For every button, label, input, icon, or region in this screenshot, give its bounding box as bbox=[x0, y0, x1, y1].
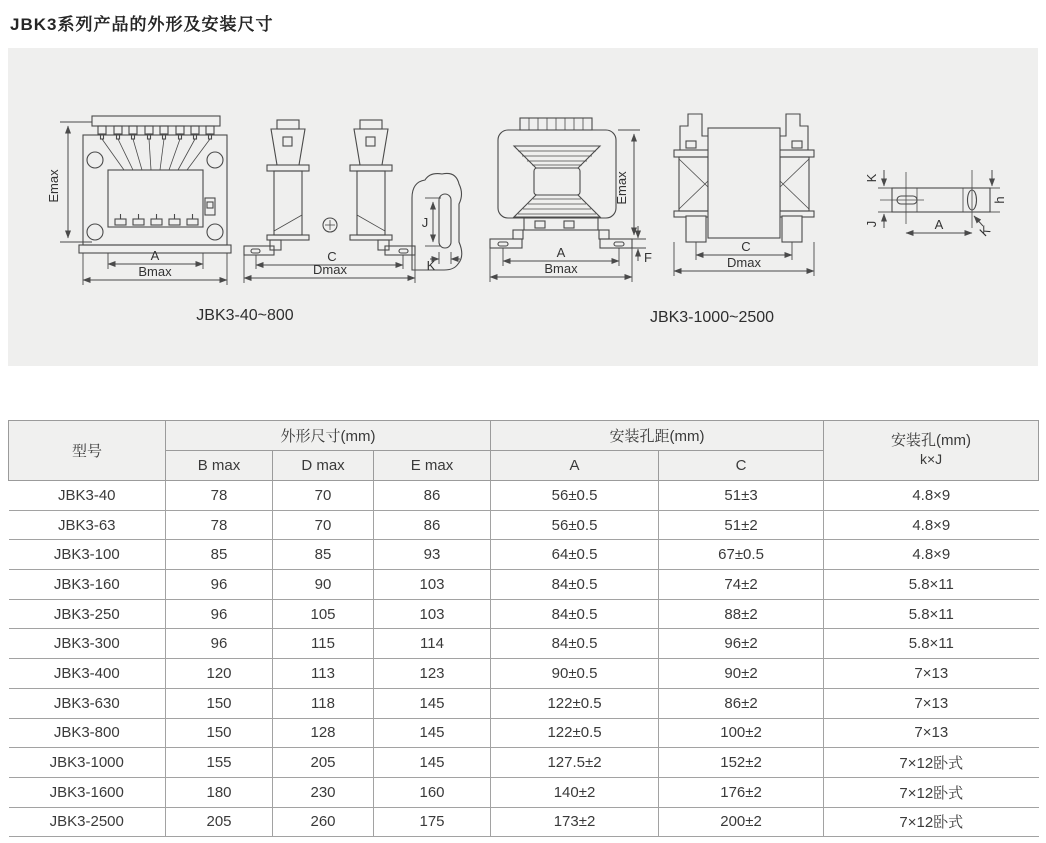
cell-c: 152±2 bbox=[659, 748, 824, 778]
cell-model: JBK3-40 bbox=[9, 481, 166, 511]
header-dmax: D max bbox=[273, 451, 374, 481]
cell-a: 127.5±2 bbox=[491, 748, 659, 778]
cell-bmax: 150 bbox=[166, 688, 273, 718]
cell-a: 90±0.5 bbox=[491, 659, 659, 689]
cell-model: JBK3-1000 bbox=[9, 748, 166, 778]
cell-c: 74±2 bbox=[659, 570, 824, 600]
cell-bmax: 120 bbox=[166, 659, 273, 689]
cell-emax: 103 bbox=[374, 570, 491, 600]
table-row bbox=[9, 570, 1039, 600]
table-row bbox=[9, 481, 1039, 511]
svg-text:C: C bbox=[327, 249, 337, 264]
transformer-dimension-drawings bbox=[8, 48, 1038, 366]
cell-a: 84±0.5 bbox=[491, 629, 659, 659]
cell-dmax: 260 bbox=[273, 807, 374, 837]
cell-hole: 5.8×11 bbox=[824, 629, 1039, 659]
table-row bbox=[9, 540, 1039, 570]
cell-a: 84±0.5 bbox=[491, 570, 659, 600]
cell-hole: 5.8×11 bbox=[824, 570, 1039, 600]
cell-a: 122±0.5 bbox=[491, 718, 659, 748]
caption-small-range: JBK3-40~800 bbox=[196, 307, 294, 324]
svg-text:A: A bbox=[934, 217, 944, 232]
header-model: 型号 bbox=[9, 421, 166, 481]
cell-bmax: 150 bbox=[166, 718, 273, 748]
cell-c: 86±2 bbox=[659, 688, 824, 718]
cell-a: 122±0.5 bbox=[491, 688, 659, 718]
cell-dmax: 205 bbox=[273, 748, 374, 778]
cell-model: JBK3-160 bbox=[9, 570, 166, 600]
cell-dmax: 115 bbox=[273, 629, 374, 659]
cell-model: JBK3-2500 bbox=[9, 807, 166, 837]
cell-emax: 103 bbox=[374, 599, 491, 629]
cell-dmax: 85 bbox=[273, 540, 374, 570]
cell-c: 176±2 bbox=[659, 777, 824, 807]
svg-text:A: A bbox=[150, 248, 160, 263]
cell-c: 100±2 bbox=[659, 718, 824, 748]
cell-hole: 4.8×9 bbox=[824, 510, 1039, 540]
cell-a: 84±0.5 bbox=[491, 599, 659, 629]
cell-dmax: 230 bbox=[273, 777, 374, 807]
svg-text:K: K bbox=[864, 173, 879, 183]
cell-bmax: 205 bbox=[166, 807, 273, 837]
cell-model: JBK3-300 bbox=[9, 629, 166, 659]
cell-emax: 160 bbox=[374, 777, 491, 807]
slot-detail bbox=[412, 173, 462, 273]
cell-model: JBK3-800 bbox=[9, 718, 166, 748]
cell-dmax: 105 bbox=[273, 599, 374, 629]
svg-text:J: J bbox=[864, 220, 879, 228]
table-row bbox=[9, 718, 1039, 748]
cell-model: JBK3-100 bbox=[9, 540, 166, 570]
svg-text:Dmax: Dmax bbox=[727, 255, 761, 270]
cell-a: 56±0.5 bbox=[491, 481, 659, 511]
front-view-small bbox=[46, 116, 231, 285]
cell-emax: 145 bbox=[374, 748, 491, 778]
cell-hole: 7×13 bbox=[824, 718, 1039, 748]
header-emax: E max bbox=[374, 451, 491, 481]
svg-text:Bmax: Bmax bbox=[138, 264, 172, 279]
bottom-view-detail bbox=[864, 170, 1007, 239]
cell-dmax: 70 bbox=[273, 481, 374, 511]
cell-emax: 145 bbox=[374, 718, 491, 748]
table-row bbox=[9, 629, 1039, 659]
cell-c: 88±2 bbox=[659, 599, 824, 629]
cell-model: JBK3-63 bbox=[9, 510, 166, 540]
cell-dmax: 70 bbox=[273, 510, 374, 540]
cell-emax: 175 bbox=[374, 807, 491, 837]
table-row bbox=[9, 599, 1039, 629]
cell-emax: 145 bbox=[374, 688, 491, 718]
cell-c: 96±2 bbox=[659, 629, 824, 659]
svg-text:Emax: Emax bbox=[46, 169, 61, 203]
cell-dmax: 90 bbox=[273, 570, 374, 600]
cell-dmax: 113 bbox=[273, 659, 374, 689]
header-hole-sub: k×J bbox=[919, 451, 943, 468]
cell-model: JBK3-630 bbox=[9, 688, 166, 718]
cell-c: 51±2 bbox=[659, 510, 824, 540]
cell-hole: 5.8×11 bbox=[824, 599, 1039, 629]
front-view-large bbox=[490, 118, 652, 282]
table-row bbox=[9, 688, 1039, 718]
dimensions-table bbox=[8, 420, 1039, 837]
cell-bmax: 78 bbox=[166, 510, 273, 540]
cell-a: 56±0.5 bbox=[491, 510, 659, 540]
caption-large-range: JBK3-1000~2500 bbox=[649, 309, 775, 326]
cell-c: 90±2 bbox=[659, 659, 824, 689]
cell-c: 67±0.5 bbox=[659, 540, 824, 570]
cell-dmax: 128 bbox=[273, 718, 374, 748]
cell-model: JBK3-400 bbox=[9, 659, 166, 689]
header-spacing-group: 安装孔距(mm) bbox=[491, 421, 824, 451]
header-outline-group: 外形尺寸(mm) bbox=[166, 421, 491, 451]
svg-text:C: C bbox=[741, 239, 751, 254]
header-hole-title: 安装孔(mm) bbox=[891, 432, 972, 450]
cell-dmax: 118 bbox=[273, 688, 374, 718]
cell-c: 200±2 bbox=[659, 807, 824, 837]
cell-a: 173±2 bbox=[491, 807, 659, 837]
cell-hole: 7×12卧式 bbox=[824, 807, 1039, 837]
svg-text:Bmax: Bmax bbox=[544, 261, 578, 276]
table-row bbox=[9, 777, 1039, 807]
cell-a: 140±2 bbox=[491, 777, 659, 807]
table-row bbox=[9, 748, 1039, 778]
cell-emax: 86 bbox=[374, 510, 491, 540]
cell-a: 64±0.5 bbox=[491, 540, 659, 570]
cell-c: 51±3 bbox=[659, 481, 824, 511]
cell-hole: 4.8×9 bbox=[824, 540, 1039, 570]
svg-text:K: K bbox=[976, 222, 994, 240]
svg-text:A: A bbox=[556, 245, 566, 260]
side-view-large bbox=[674, 114, 814, 276]
technical-drawings-panel bbox=[8, 48, 1038, 366]
table-row bbox=[9, 510, 1039, 540]
svg-text:F: F bbox=[644, 250, 652, 265]
cell-model: JBK3-1600 bbox=[9, 777, 166, 807]
header-c: C bbox=[659, 451, 824, 481]
cell-bmax: 96 bbox=[166, 570, 273, 600]
svg-text:Emax: Emax bbox=[614, 171, 629, 205]
cell-bmax: 180 bbox=[166, 777, 273, 807]
cell-hole: 4.8×9 bbox=[824, 481, 1039, 511]
svg-text:J: J bbox=[421, 215, 429, 230]
cell-hole: 7×13 bbox=[824, 659, 1039, 689]
cell-hole: 7×12卧式 bbox=[824, 748, 1039, 778]
cell-bmax: 85 bbox=[166, 540, 273, 570]
cell-emax: 86 bbox=[374, 481, 491, 511]
svg-text:Dmax: Dmax bbox=[313, 262, 347, 277]
svg-text:K: K bbox=[426, 258, 436, 273]
cell-bmax: 96 bbox=[166, 629, 273, 659]
cell-hole: 7×12卧式 bbox=[824, 777, 1039, 807]
cell-model: JBK3-250 bbox=[9, 599, 166, 629]
header-a: A bbox=[491, 451, 659, 481]
table-row bbox=[9, 807, 1039, 837]
cell-emax: 123 bbox=[374, 659, 491, 689]
side-view-small bbox=[244, 120, 415, 283]
table-row bbox=[9, 659, 1039, 689]
cell-bmax: 155 bbox=[166, 748, 273, 778]
cell-emax: 114 bbox=[374, 629, 491, 659]
cell-bmax: 78 bbox=[166, 481, 273, 511]
cell-bmax: 96 bbox=[166, 599, 273, 629]
cell-hole: 7×13 bbox=[824, 688, 1039, 718]
header-hole-group bbox=[824, 421, 1039, 481]
page-title: JBK3系列产品的外形及安装尺寸 bbox=[10, 15, 274, 34]
cell-emax: 93 bbox=[374, 540, 491, 570]
header-bmax: B max bbox=[166, 451, 273, 481]
svg-text:h: h bbox=[992, 196, 1007, 204]
